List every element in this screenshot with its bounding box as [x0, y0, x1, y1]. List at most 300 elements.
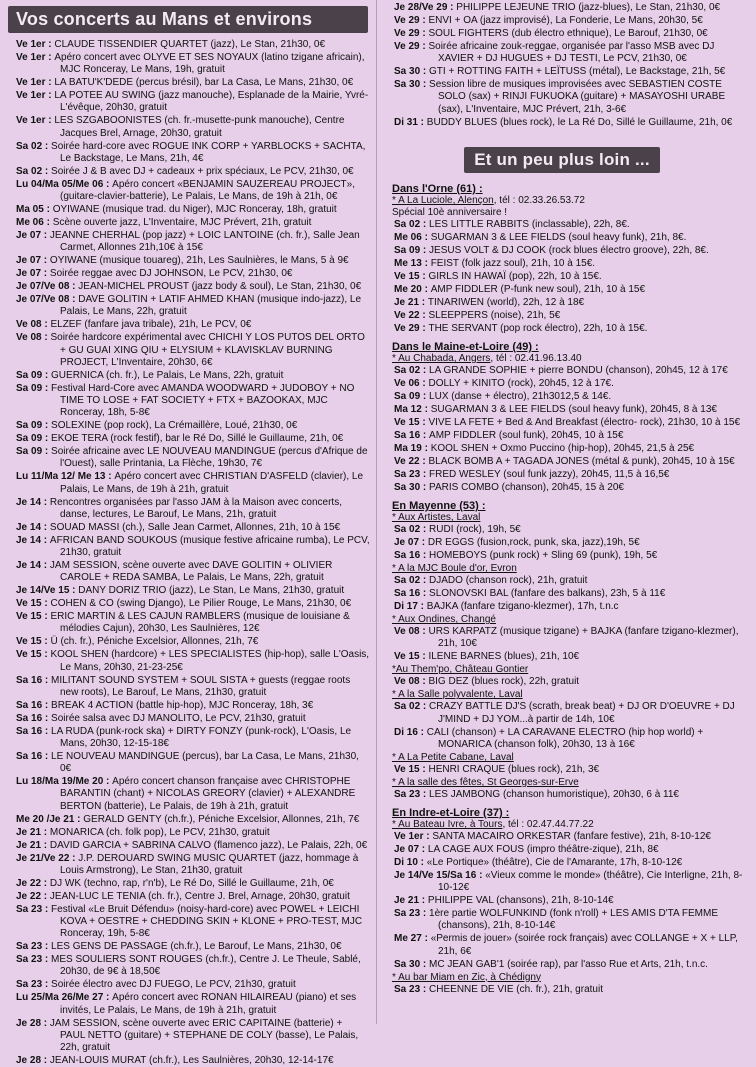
concert-entry [394, 959, 748, 971]
venue-phone: , tél : 02.33.26.53.72 [493, 194, 585, 206]
concert-entry [16, 827, 370, 839]
venue-line [392, 689, 748, 701]
venue-line [392, 195, 748, 207]
concert-date: Ve 15 : [394, 270, 429, 282]
concert-date: Sa 09 : [16, 382, 52, 394]
concert-details: AFRICAN BAND SOUKOUS (musique festive africaine rumba), Le PCV, 21h30, gratuit [49, 534, 370, 559]
concert-details: JEAN-LUC LE TENIA (ch. fr.), Centre J. Brel, Arnage, 20h30, gratuit [49, 890, 350, 902]
concert-date: Je 21 : [16, 839, 50, 851]
concert-date: Sa 09 : [16, 446, 52, 458]
concert-date: Me 06 : [16, 217, 53, 229]
concert-entry [16, 891, 370, 903]
concert-details: URS KARPATZ (musique tzigane) + BAJKA (fanfare tzigano-klezmer), 21h, 10€ [428, 626, 739, 650]
concert-entry [394, 456, 748, 468]
concert-date: Ve 29 : [394, 322, 429, 334]
concert-entry [16, 39, 370, 51]
concert-date: Sa 16 : [16, 699, 52, 711]
concert-date: Ve 29 : [394, 41, 429, 52]
left-column [0, 0, 376, 1067]
concert-date: Lu 25/Ma 26/Me 27 : [16, 992, 113, 1004]
concert-entry [394, 575, 748, 587]
concert-date: Ve 22 : [394, 456, 429, 468]
venue-name: * A La Petite Cabane, Laval [392, 751, 514, 763]
departments-list [378, 183, 756, 996]
concert-details: MONARICA (ch. folk pop), Le PCV, 21h30, gratuit [49, 826, 270, 838]
concert-date: Sa 02 : [394, 701, 430, 713]
venue-line [392, 353, 748, 365]
concert-entry [16, 332, 370, 369]
concert-details: Apéro concert avec CHRISTIAN D'ASFELD (clavier), Le Palais, Le Mans, de 19h à 21h, gratuit [60, 471, 364, 495]
venue-name: * Aux Ondines, Changé [392, 614, 496, 626]
concert-details: Apéro concert avec RONAN HILAIREAU (piano) et ses invités, Le Palais, Le Mans, de 19h à 21h, gratuit [60, 992, 357, 1016]
concert-date: Me 13 : [394, 257, 431, 269]
department-title: En Indre-et-Loire (37) : [392, 807, 510, 820]
concert-entry [16, 268, 370, 280]
concert-date: Sa 23 : [16, 903, 52, 915]
concert-entry [16, 497, 370, 521]
concert-details: LES LITTLE RABBITS (inclassable), 22h, 8€. [429, 218, 630, 230]
concert-entry [16, 776, 370, 813]
concert-details: Ü (ch. fr.), Péniche Excelsior, Allonnes, 21h, 7€ [50, 636, 259, 648]
le-mans-concert-list-continued [394, 2, 750, 129]
concert-entry [16, 319, 370, 331]
concert-details: PHILIPPE LEJEUNE TRIO (jazz-blues), Le Stan, 21h30, 0€ [456, 2, 721, 13]
concert-date: Sa 23 : [394, 788, 430, 800]
concert-date: Je 14 : [16, 496, 50, 508]
concert-details: DJ WK (techno, rap, r'n'b), Le Ré Do, Sillé le Guillaume, 21h, 0€ [49, 877, 334, 889]
concert-details: SLEEPPERS (noise), 21h, 5€ [428, 309, 561, 321]
concert-date: Sa 16 : [394, 430, 430, 442]
concert-details: RUDI (rock), 19h, 5€ [429, 524, 521, 536]
concert-details: Apéro concert chanson française avec CHRISTOPHE BARANTIN (chant) + NICOLAS GREORY (clavier) + ALEXANDRE BERTON (batterie), Le Palais, de 19h à 21h, gratuit [60, 776, 356, 812]
venue-name: * A la Salle polyvalente, Laval [392, 689, 523, 701]
concert-details: KOOL SHEN (hardcore) + LES SPECIALISTES (hip-hop), salle L'Oasis, Le Mans, 20h30, 21-23-25€ [50, 649, 370, 673]
concert-details: ELZEF (fanfare java tribale), 21h, Le PCV, 0€ [50, 319, 252, 331]
concert-details: GTI + ROTTING FAITH + LEÏTUSS (métal), Le Backstage, 21h, 5€ [429, 66, 726, 78]
concert-entry [394, 310, 748, 322]
concert-date: Sa 09 : [394, 244, 430, 256]
concert-details: Soirée africaine zouk-reggae, organisée par l'asso MSB avec DJ XAVIER + DJ HUGUES + DJ TESTI, Le PCV, 21h30, 0€ [428, 41, 715, 65]
concert-date: Sa 16 : [16, 725, 52, 737]
concert-details: Soirée électro avec DJ FUEGO, Le PCV, 21h30, gratuit [51, 979, 296, 991]
concert-details: LA POTEE AU SWING (jazz manouche), Esplanade de la Mairie, Yvré-L'évêque, 20h30, gratuit [54, 90, 369, 114]
concert-date: Sa 09 : [16, 420, 52, 432]
concert-entry [16, 1018, 370, 1055]
concert-details: EKOE TERA (rock festif), bar le Ré Do, Sillé le Guillaume, 21h, 0€ [51, 433, 344, 445]
concert-entry [394, 550, 748, 562]
concert-date: Je 22 : [16, 877, 50, 889]
concert-entry [394, 391, 748, 403]
concert-entry [394, 232, 748, 244]
venue-name: * Au bar Miam en Zic, à Chédigny [392, 971, 541, 983]
concert-entry [394, 430, 748, 442]
venue-line [392, 972, 748, 984]
concert-entry [16, 713, 370, 725]
venue-phone: , tél : 02.47.44.77.22 [502, 819, 594, 831]
venue-name: * A La Luciole, Alençon [392, 194, 494, 206]
concert-entry [16, 979, 370, 991]
concert-details: DOLLY + KINITO (rock), 20h45, 12 à 17€. [428, 378, 614, 390]
concert-details: JEANNE CHERHAL (pop jazz) + LOIC LANTOINE (ch. fr.), Salle Jean Carmet, Allonnes 21h,10€ à 15€ [49, 230, 360, 254]
concert-date: Di 10 : [394, 857, 427, 869]
concert-date: Ve 1er : [16, 52, 55, 63]
concert-details: TINARIWEN (world), 22h, 12 à 18€ [427, 296, 585, 308]
concert-entry [16, 115, 370, 139]
concert-entry [16, 446, 370, 470]
concert-date: Je 14 : [16, 534, 50, 546]
concert-date: Je 07 : [16, 268, 50, 280]
concert-entry [16, 675, 370, 699]
concert-details: MES SOULIERS SONT ROUGES (ch.fr.), Centre J. Le Theule, Sablé, 20h30, de 9€ à 18,50€ [51, 954, 361, 978]
concert-entry [394, 79, 750, 116]
concert-date: Lu 04/Ma 05/Me 06 : [16, 178, 113, 190]
concert-date: Je 21 : [16, 826, 50, 838]
concert-date: Sa 02 : [16, 140, 52, 152]
venue-line [392, 512, 748, 524]
concert-details: BUDDY BLUES (blues rock), le La Ré Do, Sillé le Guillaume, 21h, 0€ [426, 116, 733, 128]
concert-details: DJADO (chanson rock), 21h, gratuit [429, 575, 588, 587]
concert-entry [394, 271, 748, 283]
concert-entry [16, 560, 370, 584]
concert-details: 1ère partie WOLFUNKIND (fonk n'roll) + LES AMIS D'TA FEMME (chansons), 21h, 8-10-14€ [429, 908, 719, 932]
concert-details: MC JEAN GAB'1 (soirée rap), par l'asso Rue et Arts, 21h, t.n.c. [429, 958, 708, 970]
concert-entry [16, 255, 370, 267]
concert-entry [16, 598, 370, 610]
concert-entry [16, 904, 370, 941]
concert-entry [16, 471, 370, 495]
concert-details: DANY DORIZ TRIO (jazz), Le Stan, Le Mans, 21h30, gratuit [78, 585, 345, 597]
concert-date: Je 21/Ve 22 : [16, 852, 79, 864]
concert-details: SOLEXINE (pop rock), La Crémaillère, Loué, 21h30, 0€ [51, 420, 298, 432]
column-divider [376, 0, 377, 1024]
concert-date: Sa 30 : [394, 482, 430, 494]
concert-details: HOMEBOYS (punk rock) + Sling 69 (punk), 19h, 5€ [429, 550, 658, 562]
concert-entry [16, 141, 370, 165]
concert-entry [394, 2, 750, 14]
concert-details: THE SERVANT (pop rock électro), 22h, 10 à 15€. [428, 322, 648, 334]
concert-entry [394, 537, 748, 549]
concert-date: Ve 08 : [394, 626, 429, 638]
concert-date: Me 20 /Je 21 : [16, 813, 84, 825]
concert-date: Ve 1er : [16, 77, 55, 89]
concert-entry [16, 230, 370, 254]
concert-date: Je 14/Ve 15/Sa 16 : [394, 870, 486, 882]
venue-name: * A la MJC Boule d'or, Evron [392, 563, 517, 575]
concert-date: Sa 23 : [394, 983, 430, 995]
concert-date: Je 14/Ve 15 : [16, 585, 79, 597]
concert-details: PARIS COMBO (chanson), 20h45, 15 à 20€ [429, 482, 624, 494]
concert-entry [394, 933, 748, 957]
concert-details: Apéro concert «BENJAMIN SAUZEREAU PROJECT», (guitare-clavier-batterie), Le Palais, Le Mans, de 19h à 21h, 0€ [60, 178, 356, 203]
le-mans-concert-list [16, 39, 370, 1067]
venue-name: * Au Bateau Ivre, à Tours [392, 819, 503, 831]
venue-name: * Au Chabada, Angers [392, 353, 491, 365]
department-block [392, 807, 748, 996]
concert-details: CHEENNE DE VIE (ch. fr.), 21h, gratuit [429, 983, 603, 995]
concert-details: SUGARMAN 3 & LEE FIELDS (soul heavy funk), 21h, 8€. [430, 231, 687, 243]
concert-entry [394, 651, 748, 663]
concert-details: BREAK 4 ACTION (battle hip-hop), MJC Ronceray, 18h, 3€ [51, 699, 314, 711]
concert-date: Ve 15 : [394, 651, 429, 663]
concert-entry [394, 844, 748, 856]
concert-details: Soirée J & B avec DJ + cadeaux + prix spéciaux, Le PCV, 21h30, 0€ [51, 165, 354, 177]
concert-date: Je 07 : [394, 537, 428, 549]
concert-date: Je 07 : [16, 255, 50, 267]
concert-date: Je 21 : [394, 895, 428, 907]
concert-entry [16, 370, 370, 382]
concert-date: Sa 02 : [394, 575, 430, 587]
concert-entry [394, 323, 748, 335]
concert-details: LUX (danse + électro), 21h3012,5 & 14€. [429, 391, 612, 403]
concert-details: CRAZY BATTLE DJ'S (scrath, break beat) + DJ OR D'OEUVRE + DJ J'MIND + DJ YOM...à partir de 14h, 10€ [429, 701, 735, 725]
concert-entry [394, 701, 748, 725]
concert-details: CALI (chanson) + LA CARAVANE ELECTRO (hip hop world) + MONARICA (chanson folk), 20h30, 13 à 16€ [426, 726, 704, 750]
concert-date: Me 20 : [394, 283, 431, 295]
concert-date: Me 27 : [394, 933, 431, 945]
concert-entry [394, 258, 748, 270]
concert-date: Sa 30 : [394, 79, 430, 91]
concert-date: Lu 11/Ma 12/ Me 13 : [16, 471, 115, 483]
concert-details: Soirée hardcore expérimental avec CHICHI Y LOS PUTOS DEL ORTO + GU GUAI XING QIU + ELYSIUM + KLAVISKLAV BURNING PROJECT, L'Inventaire, 20h30, 6€ [50, 332, 365, 368]
concert-entry [394, 15, 750, 27]
concert-entry [16, 726, 370, 750]
concert-details: BLACK BOMB A + TAGADA JONES (métal & punk), 20h45, 10 à 15€ [428, 456, 735, 468]
concert-details: CLAUDE TISSENDIER QUARTET (jazz), Le Stan, 21h30, 0€ [54, 39, 326, 50]
concert-details: JAM SESSION, scène ouverte avec ERIC CAPITAINE (batterie) + PAUL NETTO (guitare) + STEPHANE DE COLY (basse), Le Palais, 22h, gratuit [49, 1017, 359, 1054]
concert-details: HENRI CRAQUE (blues rock), 21h, 3€ [428, 763, 600, 775]
concert-entry [16, 878, 370, 890]
concert-entry [394, 908, 748, 932]
concert-entry [394, 676, 748, 688]
concert-date: Sa 30 : [394, 958, 430, 970]
concert-details: Soirée salsa avec DJ MANOLITO, Le PCV, 21h30, gratuit [51, 712, 306, 724]
concert-entry [16, 433, 370, 445]
concert-entry [16, 217, 370, 229]
concert-details: DR EGGS (fusion,rock, punk, ska, jazz),19h, 5€ [427, 537, 640, 549]
concert-date: Ve 15 : [394, 417, 429, 429]
concert-date: Ve 1er : [16, 115, 55, 127]
concert-entry [394, 404, 748, 416]
venue-name: *Au Them'po, Château Gontier [392, 664, 529, 676]
concert-entry [394, 469, 748, 481]
concert-date: Me 06 : [394, 231, 431, 243]
concert-details: OYIWANE (musique trad. du Niger), MJC Ronceray, 18h, gratuit [52, 204, 337, 216]
concert-date: Sa 02 : [394, 218, 430, 230]
concert-date: Di 31 : [394, 116, 427, 128]
concert-date: Ve 15 : [394, 763, 429, 775]
concert-date: Ve 15 : [16, 636, 51, 648]
concert-date: Di 17 : [394, 601, 427, 613]
venue-line [392, 563, 748, 575]
concert-date: Je 14 : [16, 560, 50, 572]
concert-details: DAVID GARCIA + SABRINA CALVO (flamenco jazz), Le Palais, 22h, 0€ [49, 839, 368, 851]
concert-date: Sa 02 : [394, 365, 430, 377]
concert-entry [394, 219, 748, 231]
concert-date: Sa 02 : [16, 165, 52, 177]
concert-date: Ve 15 : [16, 611, 51, 623]
concert-entry [394, 831, 748, 843]
concert-details: LA GRANDE SOPHIE + pierre BONDU (chanson), 20h45, 12 à 17€ [429, 365, 728, 377]
concert-details: JEAN-MICHEL PROUST (jazz body & soul), Le Stan, 21h30, 0€ [78, 281, 362, 293]
concert-entry [16, 522, 370, 534]
concert-entry [16, 535, 370, 559]
concert-date: Sa 16 : [16, 674, 52, 686]
concert-date: Ve 08 : [16, 319, 51, 331]
concert-entry [16, 420, 370, 432]
concert-entry [394, 626, 748, 650]
concert-date: Lu 18/Ma 19/Me 20 : [16, 776, 113, 788]
concert-date: Ma 12 : [394, 404, 431, 416]
concert-entry [16, 814, 370, 826]
concert-date: Je 21 : [394, 296, 428, 308]
concert-date: Ve 1er : [16, 90, 55, 102]
venue-name: * A la salle des fêtes, St Georges-sur-Erve [392, 776, 579, 788]
concert-entry [394, 482, 748, 494]
concert-details: OYIWANE (musique touareg), 21h, Les Saulnières, le Mans, 5 à 9€ [49, 255, 349, 267]
concert-entry [394, 365, 748, 377]
concert-details: GIRLS IN HAWAÏ (pop), 22h, 10 à 15€. [428, 270, 602, 282]
concert-entry [16, 294, 370, 318]
concert-entry [16, 1055, 370, 1067]
concert-details: LES JAMBONG (chanson humoristique), 20h30, 6 à 11€ [429, 788, 679, 800]
concert-details: Rencontres organisées par l'asso JAM à la Maison avec concerts, danse, lectures, Le Barouf, Le Mans, 21h, gratuit [49, 496, 342, 520]
concert-date: Ve 08 : [16, 332, 51, 344]
concert-details: COHEN & CO (swing Django), Le Pilier Rouge, Le Mans, 21h30, 0€ [50, 598, 352, 610]
concert-details: ENVI + OA (jazz improvisé), La Fonderie, Le Mans, 20h30, 5€ [428, 15, 703, 26]
concert-entry [394, 41, 750, 65]
concert-details: Soirée hard-core avec ROGUE INK CORP + YARBLOCKS + SACHTA, Le Backstage, Le Mans, 21h, 4€ [51, 140, 366, 164]
concert-entry [394, 524, 748, 536]
section-title-further-away: Et un peu plus loin ... [464, 147, 660, 173]
concert-details: KOOL SHEN + Oxmo Puccino (hip-hop), 20h45, 21,5 à 25€ [430, 443, 695, 455]
department-block [392, 341, 748, 494]
concert-details: GERALD GENTY (ch.fr.), Péniche Excelsior, Allonnes, 21h, 7€ [83, 813, 360, 825]
concert-entry [394, 789, 748, 801]
right-column [378, 0, 756, 1024]
concert-details: BIG DEZ (blues rock), 22h, gratuit [428, 676, 580, 688]
concert-details: SOUL FIGHTERS (dub électro ethnique), Le Barouf, 21h30, 0€ [428, 28, 708, 39]
concert-details: Festival Hard-Core avec AMANDA WOODWARD + JUDOBOY + NO TIME TO LOSE + FAT SOCIETY + FTX + BAZOOKAX, MJC Ronceray, 18h, 5-8€ [51, 382, 355, 419]
concert-entry [16, 204, 370, 216]
concert-entry [394, 117, 750, 129]
concert-details: LA RUDA (punk-rock ska) + DIRTY FONZY (punk-rock), L'Oasis, Le Mans, 20h30, 12-15-18€ [51, 725, 352, 750]
concert-details: JESUS VOLT & DJ COOK (rock blues électro groove), 22h, 8€. [429, 244, 709, 256]
concert-date: Ve 08 : [394, 676, 429, 688]
concert-entry [394, 984, 748, 996]
concert-entry [16, 179, 370, 203]
concert-date: Ve 29 : [394, 15, 429, 26]
concert-entry [16, 954, 370, 978]
concert-date: Je 07 : [16, 230, 50, 242]
concert-details: JAM SESSION, scène ouverte avec DAVE GOLITIN + OLIVIER CAROLE + REDA SAMBA, Le Palais, Le Mans, 22h, gratuit [49, 560, 333, 584]
concert-details: VIVE LA FETE + Bed & And Breakfast (électro- rock), 21h30, 10 à 15€ [428, 417, 741, 429]
concert-details: LES GENS DE PASSAGE (ch.fr.), Le Barouf, Le Mans, 21h30, 0€ [51, 941, 342, 953]
concert-details: AMP FIDDLER (soul funk), 20h45, 10 à 15€ [429, 430, 624, 442]
department-title: Dans le Maine-et-Loire (49) : [392, 341, 539, 354]
concert-details: LE NOUVEAU MANDINGUE (percus), bar La Casa, Le Mans, 21h30, 0€ [51, 751, 359, 775]
concert-details: AMP FIDDLER (P-funk new soul), 21h, 10 à 15€ [430, 283, 646, 295]
concert-date: Je 28/Ve 29 : [394, 2, 457, 13]
concert-details: SANTA MACAIRO ORKESTAR (fanfare festive), 21h, 8-10-12€ [432, 831, 711, 843]
concert-date: Sa 09 : [394, 391, 430, 403]
concert-date: Sa 23 : [16, 941, 52, 953]
concert-details: SOUAD MASSI (ch.), Salle Jean Carmet, Allonnes, 21h, 10 à 15€ [49, 521, 341, 533]
concert-entry [16, 166, 370, 178]
concert-date: Ve 22 : [394, 309, 429, 321]
concert-details: Apéro concert avec OLYVE ET SES NOYAUX (latino tzigane africain), MJC Ronceray, Le Mans, 19h, gratuit [54, 52, 365, 76]
concert-details: LA BATU'K'DEDE (percus brésil), bar La Casa, Le Mans, 21h30, 0€ [54, 77, 354, 89]
concert-details: SUGARMAN 3 & LEE FIELDS (soul heavy funk), 20h45, 8 à 13€ [430, 404, 717, 416]
concert-date: Sa 16 : [16, 751, 52, 763]
venue-line [392, 777, 748, 789]
concert-details: «Permis de jouer» (soirée rock français) avec COLLANGE + X + LLP, 21h, 6€ [430, 933, 738, 957]
concert-date: Sa 09 : [16, 433, 52, 445]
concert-details: Scène ouverte jazz, L'Inventaire, MJC Prévert, 21h, gratuit [52, 217, 312, 229]
concert-date: Sa 23 : [394, 469, 430, 481]
concert-entry [394, 857, 748, 869]
concert-details: MILITANT SOUND SYSTEM + SOUL SISTA + guests (reggae roots new roots), Le Barouf, Le Mans, 21h30, gratuit [51, 674, 351, 698]
concert-entry [16, 700, 370, 712]
concert-entry [16, 585, 370, 597]
concert-details: ILENE BARNES (blues), 21h, 10€ [428, 651, 580, 663]
concert-entry [394, 601, 748, 613]
concert-entry [394, 245, 748, 257]
concert-date: Sa 09 : [16, 369, 52, 381]
concert-date: Sa 02 : [394, 524, 430, 536]
section-title-le-mans: Vos concerts au Mans et environs [8, 6, 368, 33]
concert-date: Je 28 : [16, 1017, 50, 1029]
concert-entry [16, 52, 370, 76]
concert-details: ERIC MARTIN & LES CAJUN RAMBLERS (musique de louisiane & mélodies Cajun), 20h30, Les Saulnières, 12€ [50, 611, 350, 635]
concert-entry [16, 383, 370, 420]
concert-entry [394, 28, 750, 40]
concert-details: JEAN-LOUIS MURAT (ch.fr.), Les Saulnières, 20h30, 12-14-17€ [49, 1055, 334, 1067]
concert-date: Sa 30 : [394, 66, 430, 78]
concert-date: Je 28 : [16, 1055, 50, 1067]
concert-entry [394, 66, 750, 78]
concert-entry [394, 297, 748, 309]
concert-date: Ve 15 : [16, 598, 51, 610]
concert-date: Je 14 : [16, 521, 50, 533]
venue-phone: , tél : 02.41.96.13.40 [490, 353, 582, 365]
venue-line [392, 752, 748, 764]
venue-name: * Aux Artistes, Laval [392, 512, 481, 524]
concert-details: SLONOVSKI BAL (fanfare des balkans), 23h, 5 à 11€ [429, 588, 666, 600]
concert-date: Di 16 : [394, 726, 427, 738]
concert-details: Festival «Le Bruit Défendu» (noisy-hard-core) avec POWEL + LEICHI KOVA + OESTRE + CHEDDING SKIN + KLONE + PRO-TEST, MJC Ronceray, 19h, 5-8€ [51, 903, 363, 940]
concert-details: Soirée reggae avec DJ JOHNSON, Le PCV, 21h30, 0€ [49, 268, 293, 280]
concert-details: Session libre de musiques improvisées avec SEBASTIEN COSTE SOLO (sax) + RINJI FUKUOKA (guitare) + MASAYOSHI URABE (sax), L'Inventaire, MJC Prévert, 21h, 3-6€ [429, 79, 726, 115]
concert-entry [16, 840, 370, 852]
concert-details: DAVE GOLITIN + LATIF AHMED KHAN (musique indo-jazz), Le Palais, Le Mans, 22h, gratuit [60, 294, 362, 318]
concert-details: BAJKA (fanfare tzigano-klezmer), 17h, t.n.c [426, 601, 619, 613]
concert-entry [16, 941, 370, 953]
venue-line [392, 819, 748, 831]
department-title: Dans l'Orne (61) : [392, 182, 483, 195]
concert-date: Sa 23 : [16, 954, 52, 966]
concert-entry [394, 588, 748, 600]
concert-entry [16, 636, 370, 648]
concert-date: Sa 23 : [394, 908, 430, 920]
concert-details: J.P. DEROUARD SWING MUSIC QUARTET (jazz, hommage à Louis Armstrong), Le Stan, 21h30, gratuit [60, 852, 359, 876]
concert-entry [394, 895, 748, 907]
concert-entry [16, 853, 370, 877]
concert-details: GUERNICA (ch. fr.), Le Palais, Le Mans, 22h, gratuit [51, 369, 284, 381]
concert-details: LES SZGABOONISTES (ch. fr.-musette-punk manouche), Centre Jacques Brel, Arnage, 20h30, gratuit [54, 115, 345, 139]
concert-entry [16, 90, 370, 114]
concert-entry [394, 417, 748, 429]
concert-date: Ve 15 : [16, 649, 51, 661]
